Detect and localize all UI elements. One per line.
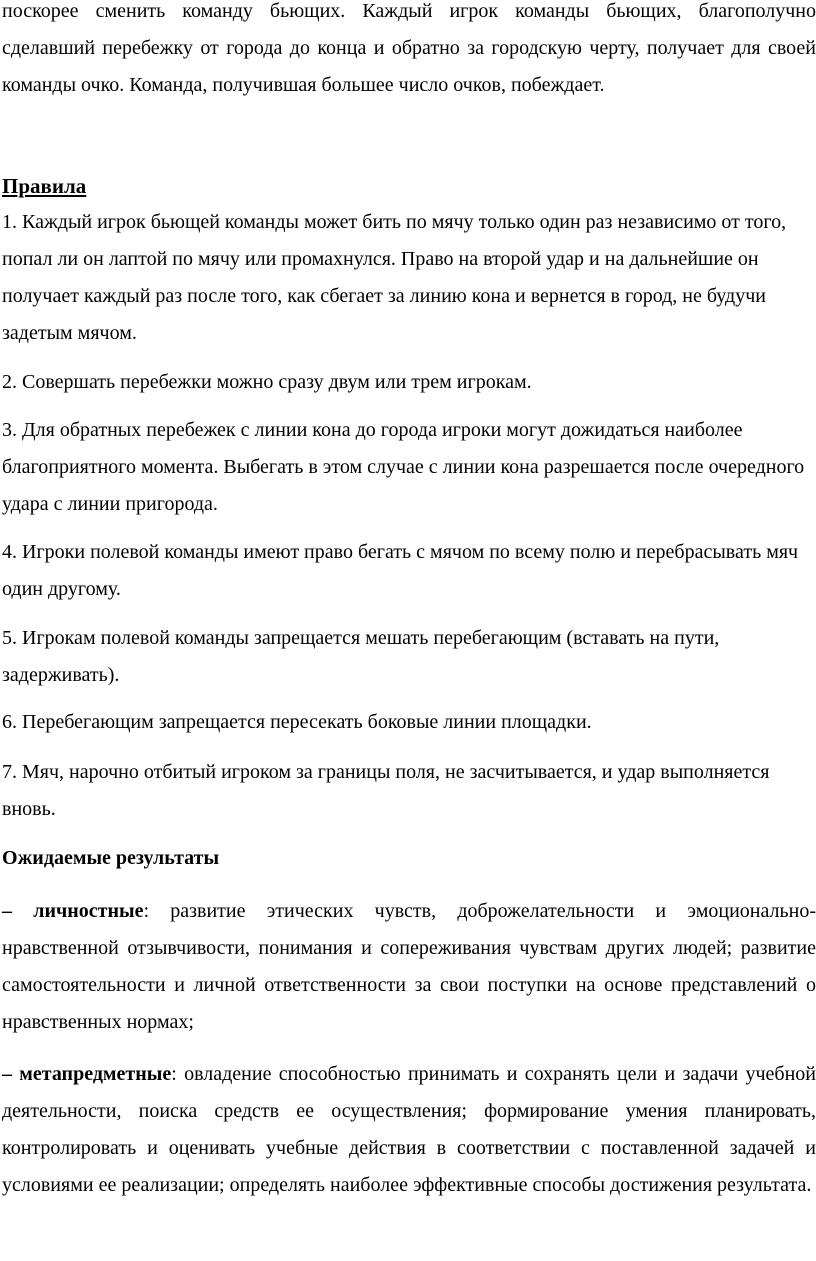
rule-item-1: 1. Каждый игрок бьющей команды может бить по мячу только один раз независимо от того, попал ли он лаптой по мячу или промахнулся. Право на второй удар и на дальнейшие он получает каждый раз после того, как сбегает за линию кона и вернется в город, не будучи задетым мячом. bbox=[2, 211, 787, 344]
personal-text: : развитие этических чувств, доброжелательности и эмоционально-нравственной отзывчивости, понимания и сопереживания чувствам других людей; развитие самостоятельности и личной ответственности за свои поступки на основе представлений о нравственных нормах; bbox=[2, 900, 816, 1033]
rule-item-2: 2. Совершать перебежки можно сразу двум или трем игрокам. bbox=[2, 371, 532, 393]
personal-term: личностные bbox=[33, 900, 144, 922]
rule-item-7: 7. Мяч, нарочно отбитый игроком за границы поля, не засчитывается, и удар выполняется вновь. bbox=[2, 761, 770, 820]
results-personal bbox=[2, 893, 816, 1041]
rule-item-5: 5. Игрокам полевой команды запрещается мешать перебегающим (вставать на пути, задерживать). bbox=[2, 627, 720, 686]
meta-dash: – bbox=[2, 1063, 12, 1085]
meta-term: метапредметные bbox=[19, 1063, 172, 1085]
rules-heading: Правила bbox=[2, 174, 87, 198]
rule-item-4: 4. Игроки полевой команды имеют право бегать с мячом по всему полю и перебрасывать мяч один другому. bbox=[2, 541, 799, 600]
rule-item-3: 3. Для обратных перебежек с линии кона до города игроки могут дожидаться наиболее благоприятного момента. Выбегать в этом случае с линии кона разрешается после очередного удара с линии пригорода. bbox=[2, 419, 805, 515]
meta-text: : овладение способностью принимать и сохранять цели и задачи учебной деятельности, поиска средств ее осуществления; формирование умения планировать, контролировать и оценивать учебные действия в соответствии с поставленной задачей и условиями ее реализации; определять наиболее эффективные способы достижения результата. bbox=[2, 1063, 816, 1196]
results-heading: Ожидаемые результаты bbox=[2, 847, 220, 869]
rule-item-6: 6. Перебегающим запрещается пересекать боковые линии площадки. bbox=[2, 711, 592, 733]
results-meta bbox=[2, 1056, 816, 1204]
personal-dash: – bbox=[2, 900, 12, 922]
intro-paragraph: поскорее сменить команду бьющих. Каждый игрок команды бьющих, благополучно сделавший перебежку от города до конца и обратно за городскую черту, получает для своей команды очко. Команда, получившая большее число очков, побеждает. bbox=[2, 0, 816, 96]
